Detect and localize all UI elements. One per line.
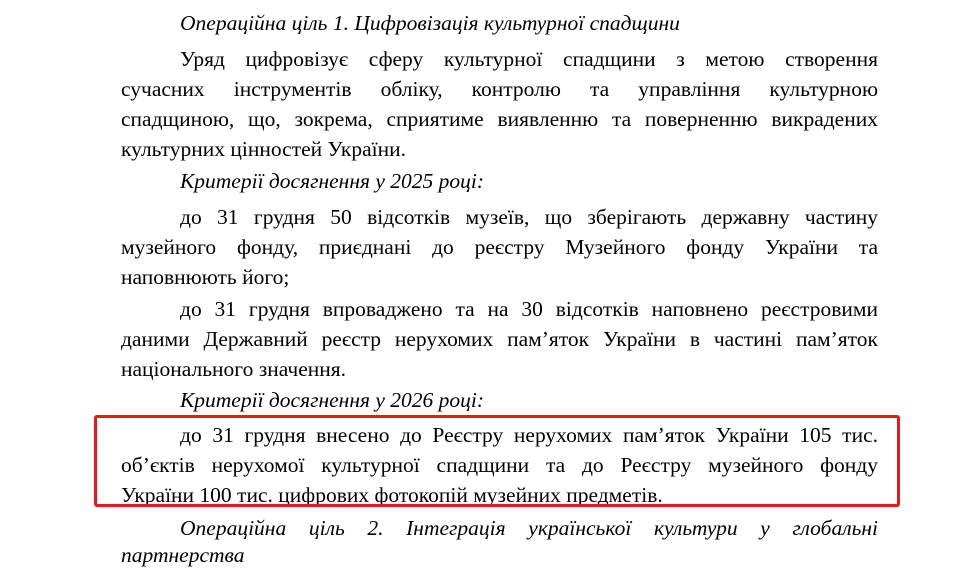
criteria-2025-item-2-line: до 31 грудня впроваджено та на 30 відсотків наповнено реєстровими bbox=[180, 297, 878, 321]
criteria-2025-item-1-line: до 31 грудня 50 відсотків музеїв, що зберігають державну частину bbox=[180, 205, 878, 229]
criteria-2025-item-1-line: наповнюють його; bbox=[121, 265, 290, 289]
criteria-2025-item-2-line: даними Державний реєстр нерухомих пам’яток України в частині пам’яток bbox=[121, 327, 878, 351]
criteria-2025-heading: Критерії досягнення у 2025 році: bbox=[180, 169, 485, 193]
goal1-paragraph-line: спадщиною, що, зокрема, сприятиме виявленню та поверненню викрадених bbox=[121, 107, 878, 131]
criteria-2026-item-1-line: до 31 грудня внесено до Реєстру нерухомих пам’яток України 105 тис. bbox=[180, 423, 878, 447]
criteria-2025-item-2-line: національного значення. bbox=[121, 357, 347, 381]
goal2-heading-line: Операційна ціль 2. Інтеграція української культури у глобальні bbox=[180, 516, 878, 540]
criteria-2026-item-1-line: України 100 тис. цифрових фотокопій музейних предметів. bbox=[121, 483, 663, 507]
goal1-paragraph-line: Уряд цифровізує сферу культурної спадщини з метою створення bbox=[180, 47, 878, 71]
criteria-2026-heading: Критерії досягнення у 2026 році: bbox=[180, 388, 485, 412]
criteria-2025-item-1-line: музейного фонду, приєднані до реєстру Музейного фонду України та bbox=[121, 235, 878, 259]
goal1-paragraph-line: сучасних інструментів обліку, контролю та управління культурною bbox=[121, 77, 878, 101]
criteria-2026-item-1-line: об’єктів нерухомої культурної спадщини та до Реєстру музейного фонду bbox=[121, 453, 878, 477]
goal1-paragraph-line: культурних цінностей України. bbox=[121, 137, 406, 161]
goal2-heading-line: партнерства bbox=[121, 543, 245, 567]
goal1-heading: Операційна ціль 1. Цифровізація культурної спадщини bbox=[180, 11, 680, 35]
highlight-box bbox=[94, 415, 900, 507]
